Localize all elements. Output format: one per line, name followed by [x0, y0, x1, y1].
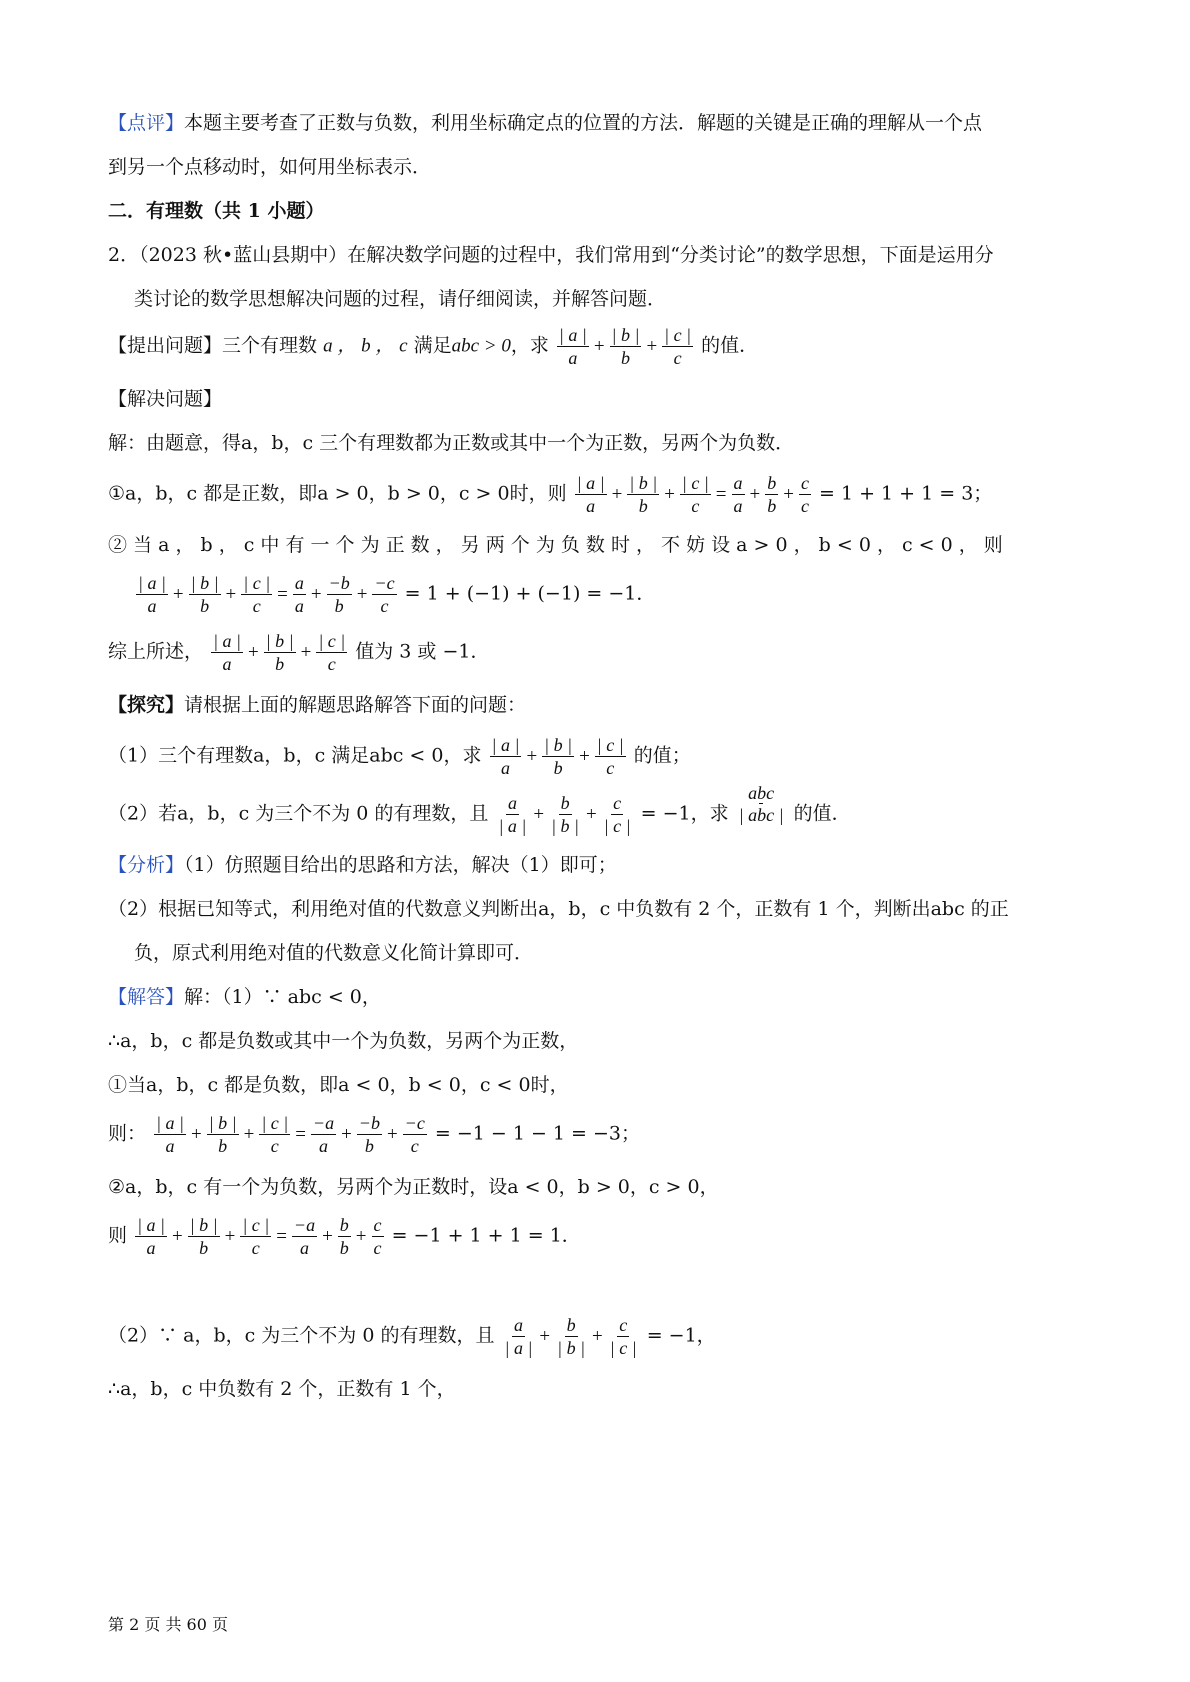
question-2-text: （2）若a，b，c 为三个不为 0 的有理数，且 — [108, 802, 489, 825]
problem-line-1: 2．（2023 秋•蓝山县期中）在解决数学问题的过程中，我们常用到“分类讨论”的数学思想，下面是运用分 — [108, 244, 994, 266]
answer-line-4-result: = −1 − 1 − 1 = −3； — [434, 1122, 641, 1145]
explore-text: 请根据上面的解题思路解答下面的问题： — [184, 694, 527, 716]
analysis-text-1: （1）仿照题目给出的思路和方法，解决（1）即可； — [184, 854, 617, 876]
question-2: （2）若a，b，c 为三个不为 0 的有理数，且 $\frac{a}{| a |}$ + $\frac{b}{| b |}$ + $\frac{c}{| c |}$ = −1，求 abc | abc | 的值． — [108, 783, 851, 836]
comment-line-1 — [108, 108, 982, 138]
pose-text-1: 三个有理数 — [222, 334, 318, 357]
question-1-text: （1）三个有理数a，b，c 满足abc < 0，求 — [108, 744, 482, 767]
section-title: 二．有理数（共 1 小题） — [108, 200, 325, 222]
answer-line-6-result: = −1 + 1 + 1 = 1． — [391, 1224, 581, 1247]
summary-result: 值为 3 或 −1． — [355, 640, 490, 663]
question-1: （1）三个有理数a，b，c 满足abc < 0，求 $\frac{| a |}{a}$ + $\frac{| b |}{b}$ + $\frac{| c |}{c}$ 的值； — [108, 735, 691, 778]
comment-text-2: 到另一个点移动时，如何用坐标表示． — [108, 156, 432, 178]
case-2-formula: $\frac{| a |}{a}$ + $\frac{| b |}{b}$ + $\frac{| c |}{c}$ = $\frac{a}{a}$ + $\frac{-b}{b}$ + $\frac{-c}{c}$ = 1 + (−1) + (−1) = −1． — [138, 573, 656, 616]
answer-line-6: 则 $\frac{| a |}{a}$ + $\frac{| b |}{b}$ + $\frac{| c |}{c}$ = $\frac{-a}{a}$ + $\frac{b}{b}$ + $\frac{c}{c}$ = −1 + 1 + 1 = 1． — [108, 1215, 581, 1258]
frac-abs-b-over-b: $\frac{| b |}{b}$ — [611, 325, 640, 368]
comment-line-2 — [108, 152, 431, 182]
comment-tag: 【点评】 — [108, 112, 185, 134]
answer-line-6-prefix: 则 — [108, 1224, 128, 1247]
answer-line-8: ∴a，b，c 中负数有 2 个，正数有 1 个， — [108, 1378, 456, 1400]
case-1: ①a，b，c 都是正数，即a > 0，b > 0，c > 0时，则 $\frac{| a |}{a}$ + $\frac{| b |}{b}$ + $\frac{| c |}{c}$ = $\frac{a}{a}$ + $\frac{b}{b}$ + $\frac{c}{c}$ = 1 + 1 + 1 = 3； — [108, 473, 993, 516]
solve-intro: 解：由题意，得a，b，c 三个有理数都为正数或其中一个为正数，另两个为负数． — [108, 432, 795, 454]
answer-line-3: ①当a，b，c 都是负数，即a < 0，b < 0，c < 0时， — [108, 1074, 569, 1096]
pose-tag: 【提出问题】 — [108, 334, 223, 357]
comment-text-1: 本题主要考查了正数与负数，利用坐标确定点的位置的方法．解题的关键是正确的理解从一个点 — [184, 112, 983, 134]
pose-question: 【提出问题】三个有理数 a ， b ， c 满足abc > 0，求 $\frac{| a |}{a}$ + $\frac{| b |}{b}$ + $\frac{| c |}{c}$ 的值． — [108, 325, 759, 368]
pose-text-2: 满足 — [413, 334, 452, 357]
answer-line-2: ∴a，b，c 都是负数或其中一个为负数，另两个为正数， — [108, 1030, 579, 1052]
answer-line-7-result: = −1， — [646, 1324, 716, 1347]
explore-tag: 【探究】 — [108, 694, 185, 716]
page-footer: 第 2 页 共 60 页 — [108, 1615, 228, 1634]
answer-tag: 【解答】 — [108, 986, 185, 1008]
problem-line-2: 类讨论的数学思想解决问题的过程，请仔细阅读，并解答问题． — [134, 288, 667, 310]
case-2: ② 当 a ， b ， c 中 有 一 个 为 正 数 ， 另 两 个 为 负 数 时 ， 不 妨 设 a > 0 ， b < 0 ， c < 0 ， 则 — [108, 534, 1003, 556]
answer-line-4-prefix: 则： — [108, 1122, 147, 1145]
answer-line-4: 则： $\frac{| a |}{a}$ + $\frac{| b |}{b}$ + $\frac{| c |}{c}$ = $\frac{-a}{a}$ + $\frac{-b}{b}$ + $\frac{-c}{c}$ = −1 − 1 − 1 = −3； — [108, 1113, 641, 1156]
frac-abs-a-over-a: $\frac{| a |}{a}$ — [558, 325, 587, 368]
solve-tag: 【解决问题】 — [108, 388, 223, 410]
question-2-end: 的值． — [793, 802, 851, 825]
analysis-line-2: （2）根据已知等式，利用绝对值的代数意义判断出a，b，c 中负数有 2 个，正数有 1 个，判断出abc 的正 — [108, 898, 1009, 920]
question-2-mid: = −1，求 — [640, 802, 729, 825]
case-1-text: ①a，b，c 都是正数，即a > 0，b > 0，c > 0时，则 — [108, 482, 567, 505]
analysis-line-1 — [108, 850, 617, 880]
answer-line-7-text: （2）∵ a，b，c 为三个不为 0 的有理数，且 — [108, 1324, 495, 1347]
question-1-end: 的值； — [633, 744, 691, 767]
pose-text-3: ，求 — [510, 334, 549, 357]
answer-line-7: （2）∵ a，b，c 为三个不为 0 的有理数，且 $\frac{a}{| a |}$ + $\frac{b}{| b |}$ + $\frac{c}{| c |}$ = −1， — [108, 1315, 716, 1358]
analysis-tag: 【分析】 — [108, 854, 185, 876]
summary: 综上所述， $\frac{| a |}{a}$ + $\frac{| b |}{b}$ + $\frac{| c |}{c}$ 值为 3 或 −1． — [108, 631, 490, 674]
pose-vars: a ， b ， c — [323, 335, 408, 357]
case-2-result: = 1 + (−1) + (−1) = −1． — [404, 582, 656, 605]
pose-condition: abc > 0 — [451, 335, 511, 357]
summary-text: 综上所述， — [108, 640, 204, 663]
case-1-result: = 1 + 1 + 1 = 3； — [819, 482, 993, 505]
explore — [108, 690, 526, 720]
pose-text-4: 的值． — [701, 334, 759, 357]
analysis-line-3: 负，原式利用绝对值的代数意义化简计算即可． — [134, 942, 534, 964]
answer-text-1: 解：（1）∵ abc < 0， — [184, 986, 381, 1008]
answer-line-5: ②a，b，c 有一个为负数，另两个为正数时，设a < 0，b > 0，c > 0， — [108, 1176, 719, 1198]
answer-line-1 — [108, 982, 381, 1012]
frac-abs-c-over-c: $\frac{| c |}{c}$ — [664, 325, 692, 368]
